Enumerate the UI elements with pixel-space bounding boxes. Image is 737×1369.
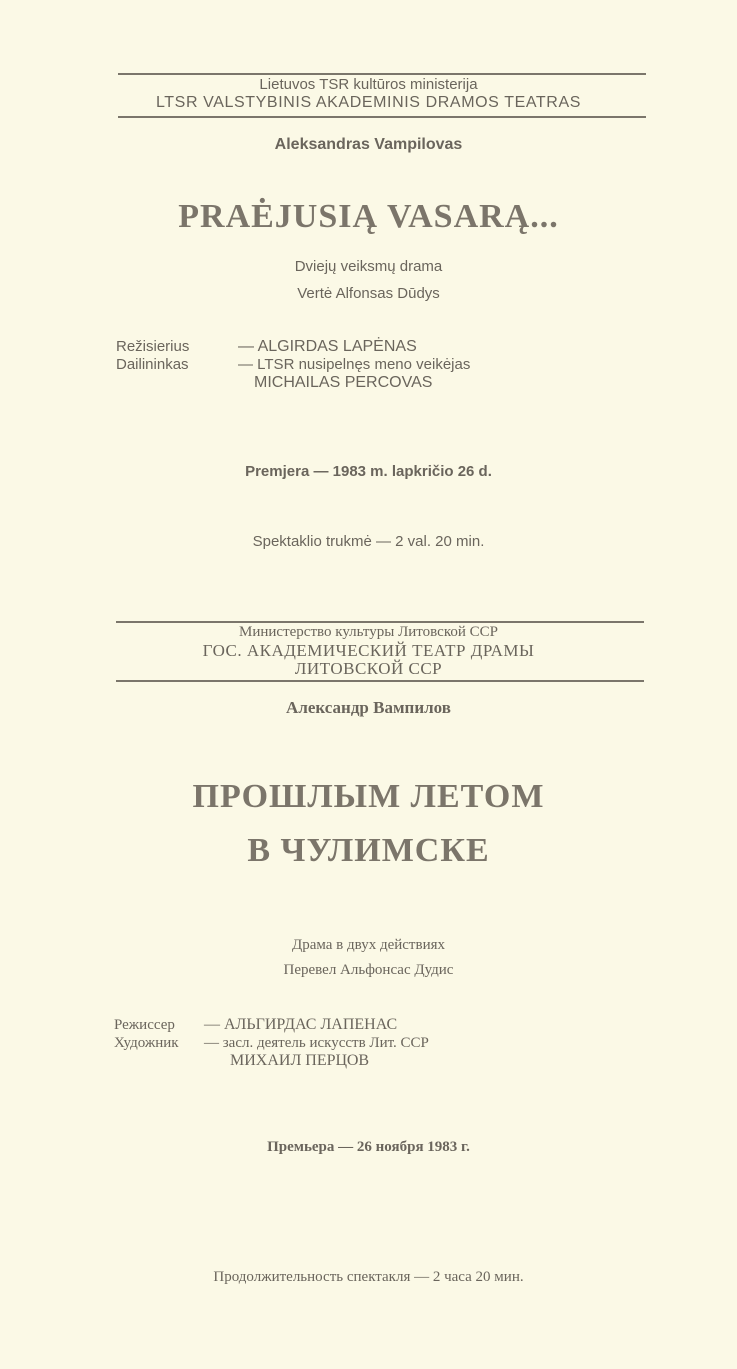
top-rule-ru	[116, 621, 644, 623]
author-lt: Aleksandras Vampilovas	[274, 136, 463, 153]
play-title-ru-line2: В ЧУЛИМСКЕ	[247, 832, 490, 869]
theatre-ru-line2: ЛИТОВСКОЙ ССР	[294, 659, 443, 678]
credit-value: — засл. деятель искусств Лит. ССР	[204, 1035, 429, 1051]
genre-ru: Драма в двух действиях	[291, 937, 445, 953]
ministry-lt: Lietuvos TSR kultūros ministerija	[259, 76, 478, 93]
credit-director-lt	[116, 338, 470, 356]
credit-designer-ru	[114, 1034, 429, 1052]
play-title-ru-line1: ПРОШЛЫМ ЛЕТОМ	[192, 778, 545, 815]
theatre-ru-line1: ГОС. АКАДЕМИЧЕСКИЙ ТЕАТР ДРАМЫ	[202, 641, 535, 660]
duration-ru: Продолжительность спектакля — 2 часа 20 мин.	[213, 1269, 524, 1285]
credit-director-ru	[114, 1016, 429, 1034]
premiere-lt: Premjera — 1983 m. lapkričio 26 d.	[245, 463, 492, 480]
credit-designer-name-lt: MICHAILAS PERCOVAS	[254, 374, 433, 391]
bottom-rule-lt	[118, 116, 646, 118]
duration-lt: Spektaklio trukmė — 2 val. 20 min.	[252, 533, 485, 550]
credits-lt	[116, 338, 470, 392]
genre-lt: Dviejų veiksmų drama	[294, 258, 443, 275]
credit-value: — АЛЬГИРДАС ЛАПЕНАС	[204, 1016, 398, 1033]
ministry-ru: Министерство культуры Литовской ССР	[239, 624, 498, 640]
translator-lt: Vertė Alfonsas Dūdys	[297, 285, 440, 302]
credit-label: Художник	[114, 1035, 179, 1051]
top-rule-lt	[118, 73, 646, 75]
credit-label: Režisierius	[116, 338, 190, 355]
credits-ru	[114, 1016, 429, 1070]
credit-designer-lt	[116, 356, 470, 374]
credit-value: — ALGIRDAS LAPĖNAS	[238, 338, 417, 355]
credit-designer-name-ru: МИХАИЛ ПЕРЦОВ	[230, 1052, 370, 1069]
bottom-rule-ru	[116, 680, 644, 682]
premiere-ru: Премьера — 26 ноября 1983 г.	[267, 1139, 470, 1155]
play-title-lt: PRAĖJUSIĄ VASARĄ...	[178, 198, 559, 235]
author-ru: Александр Вампилов	[286, 698, 451, 717]
translator-ru: Перевел Альфонсас Дудис	[283, 962, 454, 978]
theatre-lt: LTSR VALSTYBINIS AKADEMINIS DRAMOS TEATRAS	[156, 94, 581, 111]
credit-label: Dailininkas	[116, 356, 189, 373]
credit-value: — LTSR nusipelnęs meno veikėjas	[238, 356, 471, 373]
credit-label: Режиссер	[114, 1017, 175, 1033]
